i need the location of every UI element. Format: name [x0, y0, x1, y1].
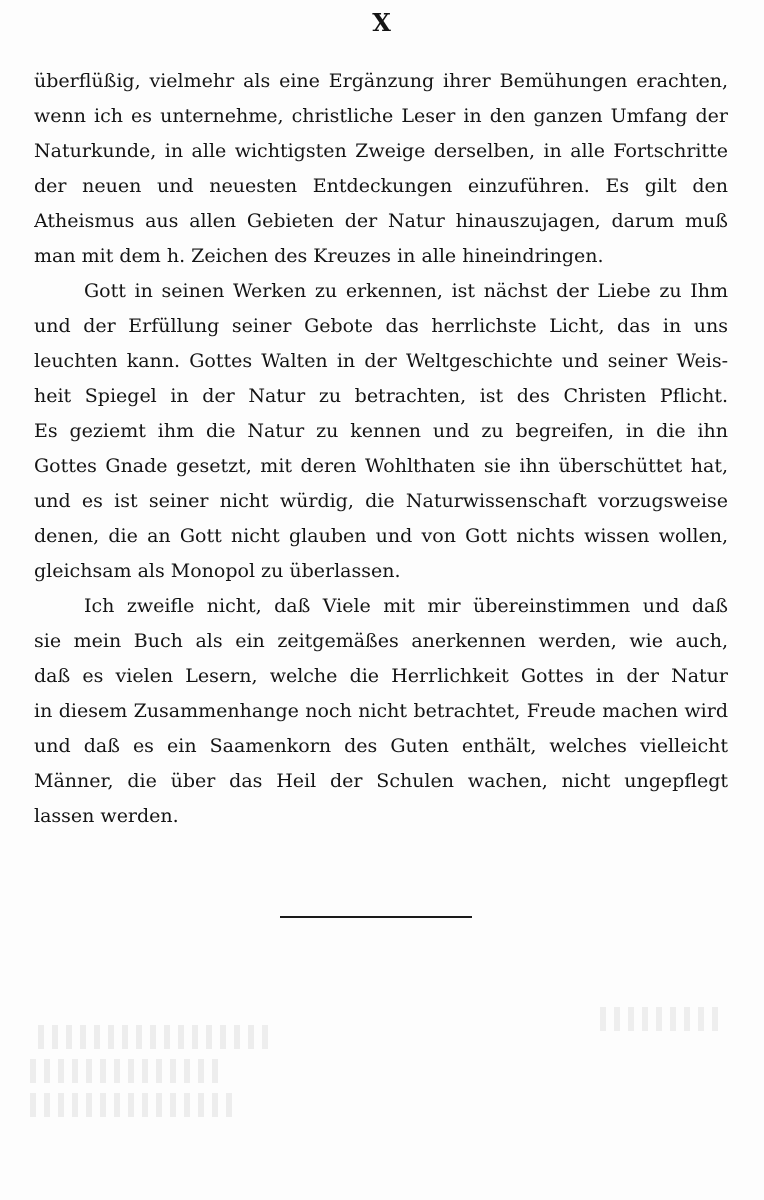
text-line: und daß es ein Saamenkorn des Guten enthält, welches vielleicht — [34, 735, 728, 757]
text-line: Naturkunde, in alle wichtigsten Zweige derselben, in alle Fortschritte — [34, 140, 728, 162]
text-line: und der Erfüllung seiner Gebote das herrlichste Licht, das in uns — [34, 315, 728, 337]
text-line: gleichsam als Monopol zu überlassen. — [34, 560, 401, 582]
text-line: daß es vielen Lesern, welche die Herrlichkeit Gottes in der Natur — [34, 665, 728, 687]
text-line: lassen werden. — [34, 805, 179, 827]
show-through-mark — [30, 1093, 240, 1117]
text-line: überflüßig, vielmehr als eine Ergänzung ihrer Bemühungen erachten, — [34, 70, 728, 92]
text-body — [34, 64, 728, 834]
text-line: Männer, die über das Heil der Schulen wachen, nicht ungepflegt — [34, 770, 728, 792]
text-line: Gott in seinen Werken zu erkennen, ist nächst der Liebe zu Ihm — [84, 280, 728, 302]
show-through-mark — [38, 1025, 268, 1049]
text-line: Ich zweifle nicht, daß Viele mit mir übereinstimmen und daß — [84, 595, 728, 617]
text-line: Gottes Gnade gesetzt, mit deren Wohlthaten sie ihn überschüttet hat, — [34, 455, 728, 477]
text-line: in diesem Zusammenhange noch nicht betrachtet, Freude machen wird — [34, 700, 728, 722]
page-number: X — [372, 8, 392, 37]
text-line: der neuen und neuesten Entdeckungen einzuführen. Es gilt den — [34, 175, 728, 197]
text-line: denen, die an Gott nicht glauben und von Gott nichts wissen wollen, — [34, 525, 728, 547]
paragraph-1 — [34, 64, 728, 274]
text-line: Es geziemt ihm die Natur zu kennen und zu begreifen, in die ihn — [34, 420, 728, 442]
text-line: leuchten kann. Gottes Walten in der Weltgeschichte und seiner Weis- — [34, 350, 728, 372]
show-through-mark — [600, 1007, 720, 1031]
text-line: Atheismus aus allen Gebieten der Natur hinauszujagen, darum muß — [34, 210, 728, 232]
show-through-texture — [30, 1025, 730, 1165]
section-divider-rule — [280, 916, 472, 918]
text-line: und es ist seiner nicht würdig, die Naturwissenschaft vorzugsweise — [34, 490, 728, 512]
paragraph-3 — [34, 589, 728, 834]
text-line: heit Spiegel in der Natur zu betrachten, ist des Christen Pflicht. — [34, 385, 728, 407]
text-line: sie mein Buch als ein zeitgemäßes anerkennen werden, wie auch, — [34, 630, 728, 652]
text-line: wenn ich es unternehme, christliche Leser in den ganzen Umfang der — [34, 105, 728, 127]
paragraph-2 — [34, 274, 728, 589]
show-through-mark — [30, 1059, 220, 1083]
text-line: man mit dem h. Zeichen des Kreuzes in alle hineindringen. — [34, 245, 604, 267]
